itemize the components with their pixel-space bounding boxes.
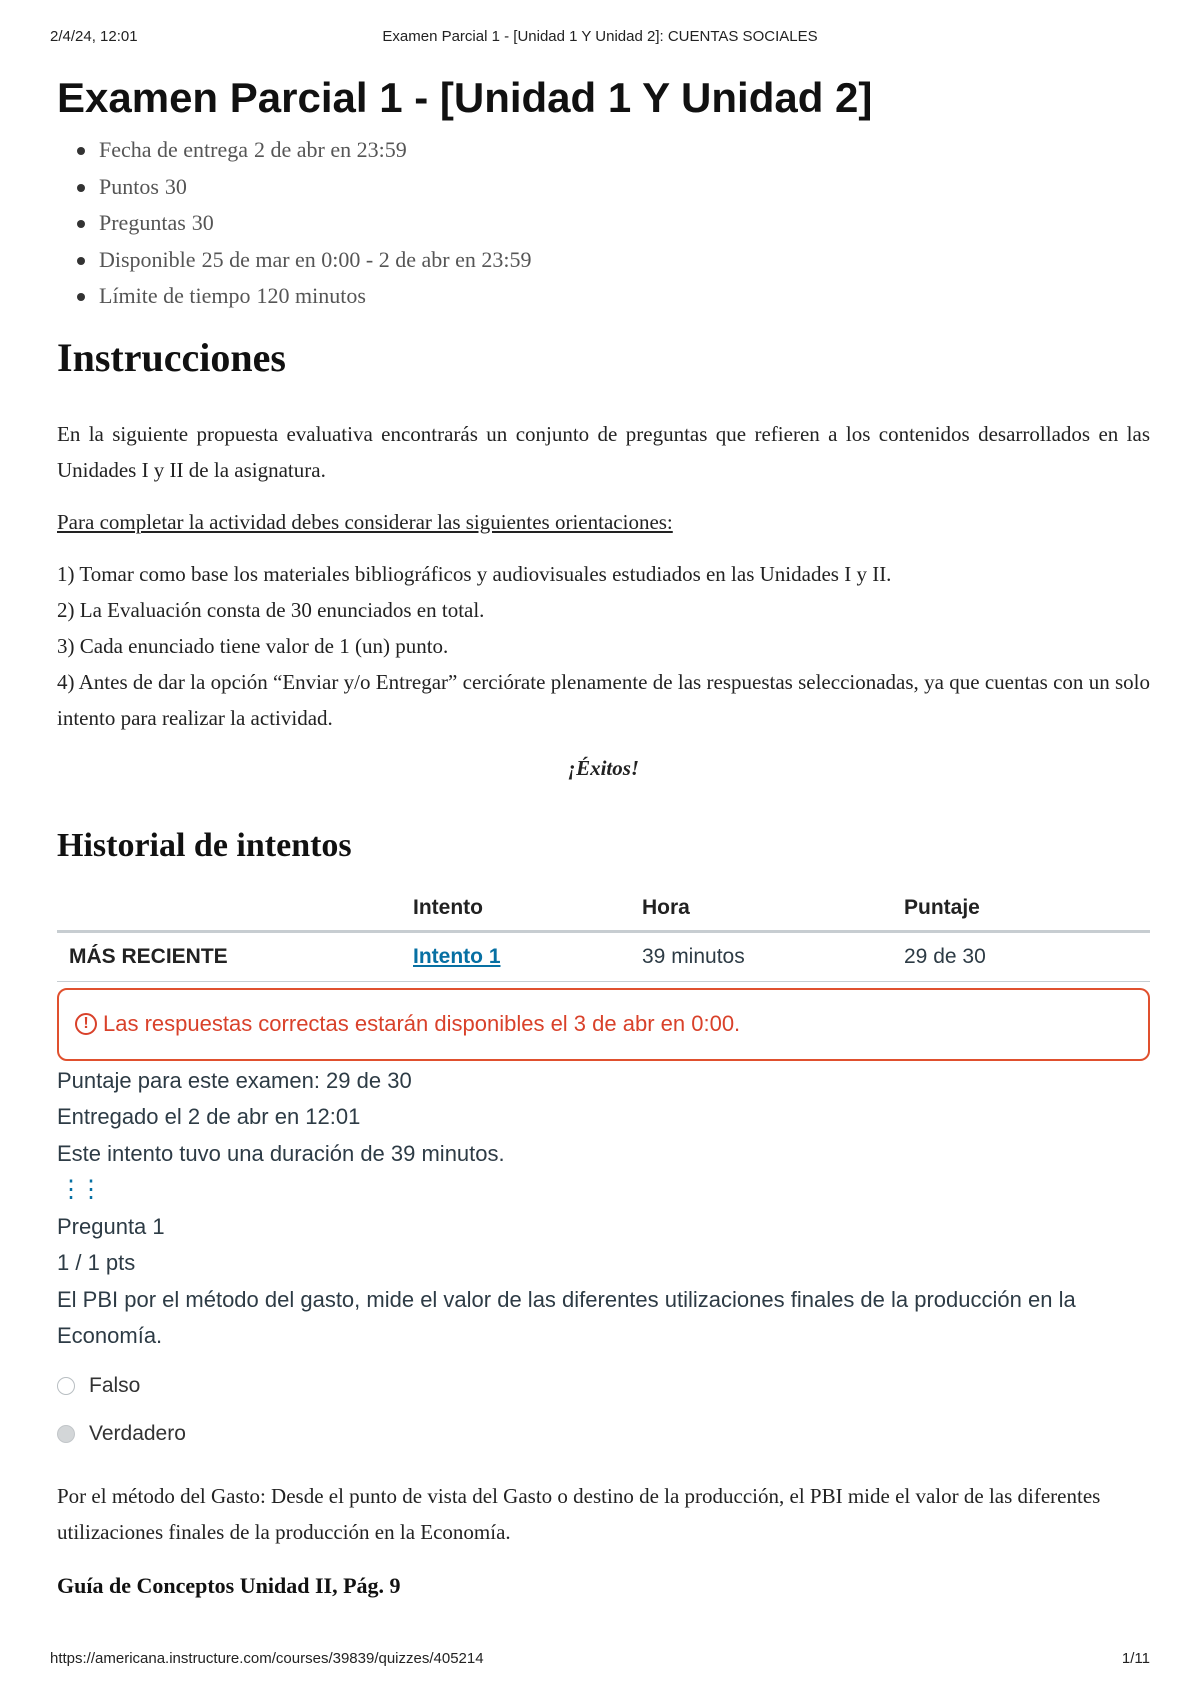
question-points: 1 / 1 pts	[57, 1250, 136, 1275]
answer-list	[57, 1362, 1150, 1458]
answer-label: Verdadero	[89, 1421, 186, 1445]
print-date: 2/4/24, 12:01	[50, 28, 138, 45]
column-header-attempt: Intento	[413, 886, 642, 932]
answer-reference: Guía de Conceptos Unidad II, Pág. 9	[57, 1572, 401, 1598]
instructions-closing: ¡Éxitos!	[567, 755, 640, 780]
attempt-cell	[413, 931, 642, 981]
print-url: https://americana.instructure.com/courses/39839/quizzes/405214	[50, 1650, 484, 1667]
quiz-details	[57, 132, 1150, 315]
detail-label: Límite de tiempo	[99, 283, 251, 308]
detail-value: 30	[164, 173, 187, 199]
instructions-orientation-heading: Para completar la actividad debes considerar las siguientes orientaciones:	[57, 509, 673, 534]
instructions-intro: En la siguiente propuesta evaluativa encontrarás un conjunto de preguntas que refieren a los contenidos desarrollados en las Unidades I y II de la asignatura.	[57, 421, 1150, 482]
detail-label: Preguntas	[99, 210, 186, 235]
detail-value: 120 minutos	[256, 283, 366, 308]
instructions-item: 2) La Evaluación consta de 30 enunciados en total.	[57, 597, 485, 622]
attempt-link[interactable]: Intento 1	[413, 944, 501, 968]
question-title: Pregunta 1	[57, 1213, 165, 1239]
detail-questions	[77, 205, 1150, 242]
detail-value: 25 de mar en 0:00 - 2 de abr en 23:59	[201, 246, 532, 272]
answer-explanation: Por el método del Gasto: Desde el punto de vista del Gasto o destino de la producción, el PBI mide el valor de las diferentes utilizaciones finales de la producción en la Economía.	[57, 1483, 1101, 1544]
detail-label: Fecha de entrega	[99, 137, 249, 162]
answer-option-verdadero[interactable]	[57, 1410, 1150, 1458]
score-cell: 29 de 30	[904, 931, 1150, 981]
submitted-summary: Entregado el 2 de abr en 12:01	[57, 1104, 361, 1129]
instructions-list	[57, 556, 1150, 736]
instructions-item: 1) Tomar como base los materiales bibliográficos y audiovisuales estudiados en las Unidades I y II.	[57, 561, 892, 586]
score-summary: Puntaje para este examen: 29 de 30	[57, 1067, 412, 1093]
attempt-summary	[57, 1063, 1150, 1209]
detail-points	[77, 169, 1150, 206]
recent-label: MÁS RECIENTE	[57, 931, 413, 981]
drag-handle-icon[interactable]: ⋮⋮	[59, 1176, 99, 1203]
column-header-time: Hora	[642, 886, 904, 932]
attempt-history-table	[57, 886, 1150, 982]
page-title: Examen Parcial 1 - [Unidad 1 Y Unidad 2]	[57, 74, 873, 121]
instructions-item: 4) Antes de dar la opción “Enviar y/o Entregar” cerciórate plenamente de las respuestas seleccionadas, ya que cuentas con un solo intento para realizar la actividad.	[57, 669, 1150, 730]
answer-option-falso[interactable]	[57, 1362, 1150, 1410]
column-header-empty	[57, 886, 413, 932]
print-doc-title: Examen Parcial 1 - [Unidad 1 Y Unidad 2]: CUENTAS SOCIALES	[382, 28, 818, 45]
table-row	[57, 931, 1150, 981]
instructions-body	[57, 416, 1150, 786]
detail-value: 30	[191, 210, 214, 235]
instructions-item: 3) Cada enunciado tiene valor de 1 (un) punto.	[57, 633, 449, 658]
answers-availability-alert	[57, 988, 1150, 1061]
detail-label: Disponible	[99, 246, 196, 272]
detail-available	[77, 242, 1150, 279]
time-cell: 39 minutos	[642, 931, 904, 981]
detail-time-limit	[77, 278, 1150, 315]
warning-icon: !	[75, 1013, 97, 1035]
radio-button-selected[interactable]	[57, 1425, 75, 1443]
detail-label: Puntos	[99, 173, 159, 199]
quiz-content	[57, 70, 1150, 1604]
alert-text: Las respuestas correctas estarán disponibles el 3 de abr en 0:00.	[103, 1011, 741, 1036]
instructions-heading: Instrucciones	[57, 334, 286, 380]
detail-value: 2 de abr en 23:59	[254, 137, 407, 162]
radio-button[interactable]	[57, 1377, 75, 1395]
detail-due-date	[77, 132, 1150, 169]
history-heading: Historial de intentos	[57, 826, 352, 864]
question-text: El PBI por el método del gasto, mide el valor de las diferentes utilizaciones finales de la producción en la Economía.	[57, 1286, 1076, 1348]
column-header-score: Puntaje	[904, 886, 1150, 932]
print-header	[50, 28, 1150, 48]
print-footer	[50, 1650, 1150, 1670]
duration-summary: Este intento tuvo una duración de 39 minutos.	[57, 1140, 505, 1166]
answer-label: Falso	[89, 1373, 141, 1397]
question-1	[57, 1209, 1150, 1604]
print-page-number: 1/11	[1121, 1650, 1150, 1667]
table-header-row	[57, 886, 1150, 932]
